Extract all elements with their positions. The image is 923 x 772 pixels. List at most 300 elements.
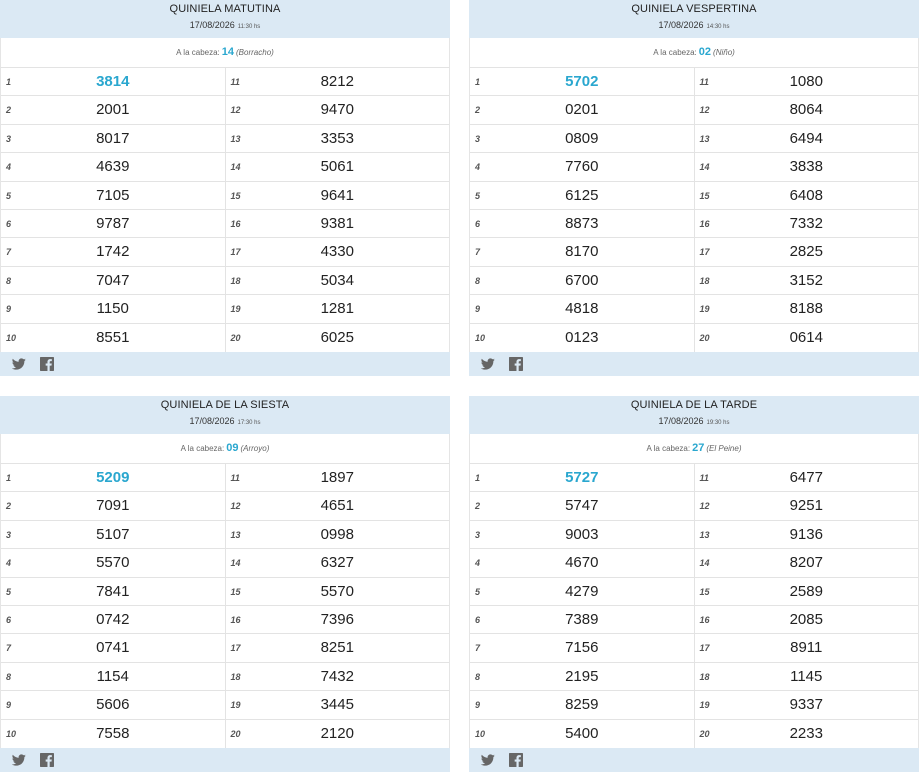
result-position: 1: [6, 473, 12, 483]
result-position: 9: [6, 700, 12, 711]
result-row: [695, 267, 919, 295]
result-position: 7: [475, 643, 481, 654]
panel-title: QUINIELA MATUTINA: [169, 3, 281, 15]
result-position: 10: [6, 332, 17, 343]
result-number: 9136: [789, 525, 823, 543]
result-number: 9641: [320, 186, 354, 204]
result-row: [226, 182, 450, 210]
result-position: 4: [475, 558, 481, 569]
result-row: [1, 210, 225, 238]
result-row: [695, 521, 919, 549]
result-row: [470, 68, 694, 96]
result-row: [470, 521, 694, 549]
result-position: 20: [699, 728, 710, 739]
result-position: 8: [475, 275, 481, 286]
result-number: 7156: [565, 639, 599, 657]
result-position: 14: [699, 162, 710, 173]
result-row: [470, 324, 694, 352]
result-row: [1, 606, 225, 634]
panel-title: QUINIELA DE LA TARDE: [630, 399, 758, 411]
result-number: 5747: [565, 497, 599, 515]
facebook-icon[interactable]: [509, 357, 523, 371]
result-number: 0201: [565, 101, 599, 119]
results-column-1-10: [470, 68, 694, 352]
result-position: 14: [230, 558, 241, 569]
result-row: [226, 324, 450, 352]
result-number: 5606: [96, 696, 130, 714]
result-position: 17: [230, 643, 241, 654]
result-number: 1281: [320, 300, 354, 318]
result-number: 9003: [565, 525, 599, 543]
quiniela-vespertina-panel: [469, 0, 919, 376]
panel-header: [0, 396, 450, 434]
panel-footer: [0, 748, 450, 772]
result-number: 0741: [96, 639, 130, 657]
result-number: 1150: [96, 300, 129, 318]
result-number: 2233: [789, 724, 823, 742]
result-position: 1: [475, 77, 481, 87]
result-row: [226, 238, 450, 266]
result-number: 1897: [320, 469, 354, 486]
result-position: 6: [475, 614, 481, 625]
result-position: 7: [6, 643, 12, 654]
result-number: 5400: [565, 724, 599, 742]
result-number: 1145: [790, 667, 823, 685]
panel-header: [0, 0, 450, 38]
cabeza-label: A la cabeza:: [646, 444, 691, 453]
twitter-icon[interactable]: [481, 753, 495, 767]
result-position: 2: [475, 501, 481, 512]
result-row: [695, 549, 919, 577]
quiniela-matutina-panel: [0, 0, 450, 376]
result-position: 16: [230, 614, 241, 625]
result-position: 13: [699, 529, 710, 540]
result-position: 19: [699, 700, 710, 711]
results-column-11-20: [694, 68, 919, 352]
result-position: 5: [6, 586, 12, 597]
result-number: 5034: [320, 271, 354, 289]
result-row: [1, 691, 225, 719]
result-position: 2: [6, 501, 12, 512]
result-row: [1, 521, 225, 549]
result-position: 2: [475, 105, 481, 116]
result-number: 4818: [565, 300, 599, 318]
result-position: 13: [230, 133, 241, 144]
result-number: 6477: [789, 469, 823, 486]
result-position: 12: [230, 501, 241, 512]
result-number: 0614: [789, 328, 823, 346]
result-row: [470, 125, 694, 153]
result-number: 4670: [565, 554, 599, 572]
result-row: [695, 606, 919, 634]
result-row: [1, 634, 225, 662]
result-position: 9: [475, 700, 481, 711]
result-row: [470, 96, 694, 124]
result-row: [470, 634, 694, 662]
first-prize-number: 5209: [96, 469, 130, 486]
result-position: 3: [6, 133, 12, 144]
result-position: 20: [699, 332, 710, 343]
result-position: 11: [230, 77, 240, 87]
results-column-11-20: [225, 464, 450, 748]
result-number: 7091: [96, 497, 130, 515]
draw-time: 11:30 hs: [237, 24, 261, 30]
results-grid: [469, 464, 919, 748]
result-position: 18: [699, 671, 710, 682]
result-number: 0123: [565, 328, 599, 346]
result-number: 1742: [96, 243, 130, 261]
result-number: 8064: [789, 101, 823, 119]
result-position: 14: [230, 162, 241, 173]
result-row: [470, 663, 694, 691]
result-position: 4: [6, 558, 12, 569]
result-number: 5570: [96, 554, 130, 572]
result-row: [1, 464, 225, 492]
result-row: [695, 125, 919, 153]
result-position: 13: [230, 529, 241, 540]
draw-date-value: 17/08/2026: [189, 20, 235, 30]
result-row: [695, 720, 919, 748]
draw-time: 19:30 hs: [706, 420, 730, 426]
result-number: 6025: [320, 328, 354, 346]
result-number: 3838: [789, 158, 823, 176]
cabeza-number: 14: [221, 46, 235, 58]
result-row: [1, 720, 225, 748]
result-number: 6700: [565, 271, 599, 289]
result-row: [470, 578, 694, 606]
cabeza-number: 02: [698, 46, 712, 58]
result-number: 4639: [96, 158, 130, 176]
result-row: [1, 125, 225, 153]
result-position: 16: [699, 614, 710, 625]
result-row: [1, 182, 225, 210]
result-row: [226, 606, 450, 634]
result-row: [470, 464, 694, 492]
result-position: 5: [6, 190, 12, 201]
cabeza-number: 09: [226, 442, 239, 454]
draw-date: [469, 416, 919, 429]
result-number: 3445: [320, 696, 354, 714]
result-position: 3: [475, 133, 481, 144]
result-position: 17: [699, 643, 710, 654]
result-row: [470, 153, 694, 181]
result-position: 10: [6, 728, 17, 739]
result-number: 6327: [320, 554, 354, 572]
result-row: [695, 634, 919, 662]
result-position: 15: [699, 586, 710, 597]
cabeza-meaning: (El Peine): [706, 444, 742, 453]
result-position: 3: [475, 529, 481, 540]
result-row: [470, 691, 694, 719]
result-position: 10: [475, 728, 486, 739]
result-row: [470, 210, 694, 238]
result-number: 7760: [565, 158, 599, 176]
facebook-icon[interactable]: [509, 753, 523, 767]
result-row: [695, 464, 919, 492]
result-number: 9381: [320, 214, 354, 232]
result-position: 6: [6, 614, 12, 625]
result-position: 15: [230, 190, 241, 201]
panel-header: [469, 396, 919, 434]
result-position: 13: [699, 133, 710, 144]
result-row: [1, 153, 225, 181]
cabeza-meaning: (Arroyo): [240, 444, 270, 453]
result-row: [226, 634, 450, 662]
result-position: 8: [6, 671, 12, 682]
result-row: [470, 182, 694, 210]
result-number: 2001: [96, 101, 130, 119]
panel-footer: [0, 352, 450, 376]
result-row: [226, 96, 450, 124]
result-number: 6125: [565, 186, 599, 204]
twitter-icon[interactable]: [12, 357, 26, 371]
result-row: [1, 96, 225, 124]
result-row: [695, 578, 919, 606]
result-row: [470, 238, 694, 266]
result-row: [1, 295, 225, 323]
result-position: 1: [6, 77, 12, 87]
result-position: 9: [475, 304, 481, 315]
result-number: 5061: [320, 158, 354, 176]
result-position: 16: [699, 218, 710, 229]
draw-date-value: 17/08/2026: [658, 20, 704, 30]
result-position: 2: [6, 105, 12, 116]
result-position: 1: [475, 473, 481, 483]
result-row: [226, 464, 450, 492]
result-row: [695, 492, 919, 520]
cabeza-meaning: (Niño): [713, 48, 735, 57]
twitter-icon[interactable]: [481, 357, 495, 371]
result-number: 9470: [320, 101, 354, 119]
cabeza-label: A la cabeza:: [176, 48, 220, 57]
result-position: 6: [475, 218, 481, 229]
draw-date: [469, 20, 919, 33]
result-position: 18: [230, 275, 241, 286]
result-row: [226, 210, 450, 238]
result-number: 0742: [96, 610, 130, 628]
result-row: [470, 295, 694, 323]
result-row: [1, 549, 225, 577]
result-row: [226, 720, 450, 748]
result-number: 8251: [320, 639, 354, 657]
result-number: 7332: [789, 214, 823, 232]
result-position: 12: [230, 105, 241, 116]
result-row: [1, 267, 225, 295]
result-position: 3: [6, 529, 12, 540]
cabeza-meaning: (Borracho): [236, 48, 274, 57]
result-position: 4: [475, 162, 481, 173]
result-number: 9337: [789, 696, 823, 714]
result-position: 18: [699, 275, 710, 286]
result-row: [695, 210, 919, 238]
result-row: [470, 549, 694, 577]
result-number: 7396: [320, 610, 354, 628]
result-row: [226, 295, 450, 323]
result-row: [226, 267, 450, 295]
facebook-icon[interactable]: [40, 753, 54, 767]
result-row: [1, 578, 225, 606]
result-position: 11: [699, 473, 709, 483]
result-position: 20: [230, 332, 241, 343]
result-number: 2085: [789, 610, 823, 628]
result-number: 4330: [320, 243, 354, 261]
result-row: [226, 578, 450, 606]
results-column-11-20: [225, 68, 450, 352]
result-number: 7389: [565, 610, 599, 628]
result-position: 11: [699, 77, 709, 87]
result-row: [470, 267, 694, 295]
result-number: 1154: [96, 667, 129, 685]
result-position: 10: [475, 332, 486, 343]
result-position: 9: [6, 304, 12, 315]
result-position: 15: [699, 190, 710, 201]
result-number: 0998: [320, 525, 354, 543]
result-position: 11: [230, 473, 240, 483]
result-row: [695, 238, 919, 266]
result-number: 3353: [320, 129, 354, 147]
result-position: 5: [475, 586, 481, 597]
result-number: 8259: [565, 696, 599, 714]
first-prize-number: 5727: [565, 469, 599, 486]
cabeza-number: 27: [692, 442, 705, 454]
result-number: 6408: [789, 186, 823, 204]
result-position: 17: [230, 247, 241, 258]
result-position: 7: [6, 247, 12, 258]
draw-date: [0, 20, 450, 33]
result-row: [695, 96, 919, 124]
panel-title: QUINIELA DE LA SIESTA: [160, 399, 290, 411]
result-position: 7: [475, 247, 481, 258]
result-row: [1, 663, 225, 691]
result-position: 4: [6, 162, 12, 173]
result-position: 19: [230, 700, 241, 711]
result-number: 4651: [320, 497, 354, 515]
cabeza-label: A la cabeza:: [180, 444, 225, 453]
result-row: [695, 324, 919, 352]
result-row: [470, 606, 694, 634]
result-row: [1, 238, 225, 266]
result-number: 8188: [789, 300, 823, 318]
result-number: 0809: [565, 129, 599, 147]
result-position: 5: [475, 190, 481, 201]
results-grid: [0, 68, 450, 352]
result-position: 15: [230, 586, 241, 597]
result-position: 20: [230, 728, 241, 739]
result-number: 7105: [96, 186, 130, 204]
result-row: [1, 68, 225, 96]
result-number: 7047: [96, 271, 130, 289]
result-row: [695, 691, 919, 719]
result-number: 5570: [320, 582, 354, 600]
result-row: [470, 492, 694, 520]
result-number: 7432: [320, 667, 354, 685]
result-number: 2195: [565, 667, 599, 685]
result-number: 1080: [789, 73, 823, 90]
result-number: 8911: [790, 639, 823, 657]
cabeza-line: [0, 434, 450, 464]
results-grid: [469, 68, 919, 352]
panel-footer: [469, 352, 919, 376]
result-number: 9251: [789, 497, 823, 515]
result-position: 8: [6, 275, 12, 286]
result-number: 6494: [789, 129, 823, 147]
quiniela-tarde-panel: [469, 396, 919, 772]
first-prize-number: 3814: [96, 73, 130, 90]
result-position: 16: [230, 218, 241, 229]
result-position: 19: [699, 304, 710, 315]
result-position: 8: [475, 671, 481, 682]
result-row: [695, 295, 919, 323]
result-number: 4279: [565, 582, 599, 600]
twitter-icon[interactable]: [12, 753, 26, 767]
result-row: [695, 153, 919, 181]
results-grid: [0, 464, 450, 748]
result-number: 2589: [789, 582, 823, 600]
result-number: 2120: [320, 724, 354, 742]
results-column-1-10: [1, 68, 225, 352]
result-number: 8170: [565, 243, 599, 261]
result-position: 19: [230, 304, 241, 315]
cabeza-line: [0, 38, 450, 68]
result-row: [226, 153, 450, 181]
result-row: [226, 492, 450, 520]
result-number: 8017: [96, 129, 130, 147]
cabeza-line: [469, 434, 919, 464]
result-position: 12: [699, 501, 710, 512]
panel-header: [469, 0, 919, 38]
result-position: 18: [230, 671, 241, 682]
result-row: [226, 68, 450, 96]
result-number: 9787: [96, 214, 130, 232]
result-row: [226, 521, 450, 549]
result-row: [695, 663, 919, 691]
facebook-icon[interactable]: [40, 357, 54, 371]
result-number: 7841: [96, 582, 130, 600]
result-row: [1, 492, 225, 520]
draw-time: 17:30 hs: [237, 420, 261, 426]
draw-date-value: 17/08/2026: [658, 416, 704, 426]
panel-footer: [469, 748, 919, 772]
result-row: [226, 549, 450, 577]
draw-date-value: 17/08/2026: [189, 416, 235, 426]
result-row: [226, 691, 450, 719]
cabeza-line: [469, 38, 919, 68]
result-number: 2825: [789, 243, 823, 261]
result-number: 7558: [96, 724, 130, 742]
result-row: [1, 324, 225, 352]
result-row: [226, 125, 450, 153]
results-column-1-10: [470, 464, 694, 748]
result-number: 8212: [320, 73, 354, 90]
panel-title: QUINIELA VESPERTINA: [631, 3, 757, 15]
result-position: 6: [6, 218, 12, 229]
result-position: 12: [699, 105, 710, 116]
quiniela-siesta-panel: [0, 396, 450, 772]
result-row: [470, 720, 694, 748]
result-row: [695, 182, 919, 210]
results-column-11-20: [694, 464, 919, 748]
results-column-1-10: [1, 464, 225, 748]
result-position: 17: [699, 247, 710, 258]
result-number: 3152: [789, 271, 823, 289]
result-row: [226, 663, 450, 691]
result-number: 8207: [789, 554, 823, 572]
result-number: 8551: [96, 328, 130, 346]
first-prize-number: 5702: [565, 73, 599, 90]
result-number: 8873: [565, 214, 599, 232]
draw-time: 14:30 hs: [706, 24, 730, 30]
draw-date: [0, 416, 450, 429]
